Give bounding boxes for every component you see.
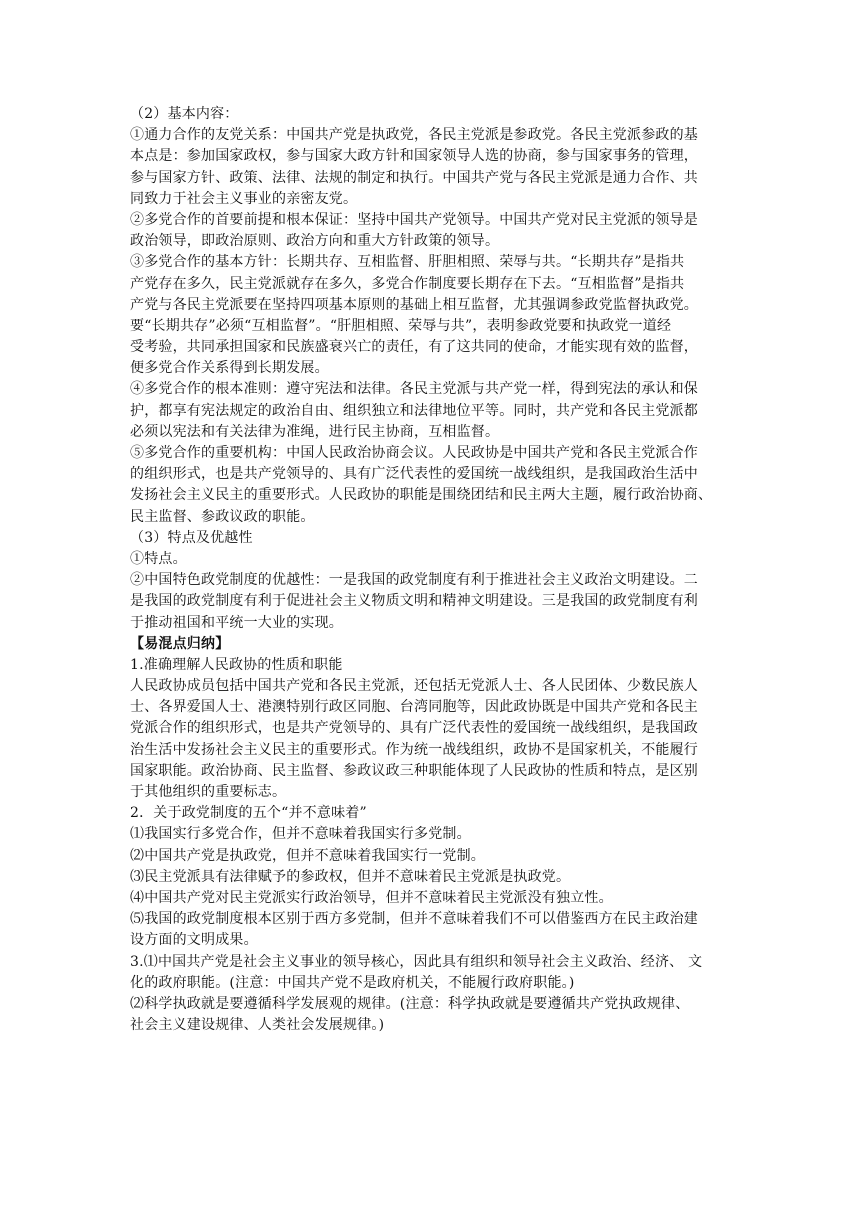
document-body xyxy=(130,104,730,1036)
text-line: 产党与各民主党派要在坚持四项基本原则的基础上相互监督，尤其强调参政党监督执政党。 xyxy=(130,296,698,313)
text-line: 必须以宪法和有关法律为准绳，进行民主协商，互相监督。 xyxy=(130,423,500,440)
text-line: ③多党合作的基本方针：长期共存、互相监督、肝胆相照、荣辱与共。“长期共存”是指共 xyxy=(130,254,685,271)
text-line: 便多党合作关系得到长期发展。 xyxy=(130,360,329,377)
text-line: ⑵科学执政就是要遵循科学发展观的规律。(注意：科学执政就是要遵循共产党执政规律、 xyxy=(130,995,690,1012)
text-line: 的组织形式，也是共产党领导的、具有广泛代表性的爱国统一战线组织，是我国政治生活中 xyxy=(130,466,698,483)
text-line: 政治领导，即政治原则、政治方向和重大方针政策的领导。 xyxy=(130,233,500,250)
text-line: 设方面的文明成果。 xyxy=(130,932,258,949)
text-line: 1.准确理解人民政协的性质和职能 xyxy=(130,656,343,673)
text-line: 化的政府职能。(注意：中国共产党不是政府机关，不能履行政府职能。) xyxy=(130,974,575,991)
text-line: 治生活中发扬社会主义民主的重要形式。作为统一战线组织，政协不是国家机关，不能履行 xyxy=(130,741,698,758)
text-line: ⑤多党合作的重要机构：中国人民政治协商会议。人民政协是中国共产党和各民主党派合作 xyxy=(130,445,698,461)
text-line: （3）特点及优越性 xyxy=(130,529,253,546)
text-line: 社会主义建设规律、人类社会发展规律。) xyxy=(130,1017,385,1034)
text-line: 参与国家方针、政策、法律、法规的制定和执行。中国共产党与各民主党派是通力合作、共 xyxy=(130,169,698,186)
text-line: （2）基本内容： xyxy=(130,106,239,122)
text-line: 3.⑴中国共产党是社会主义事业的领导核心，因此具有组织和领导社会主义政治、经济、 文 xyxy=(130,953,703,970)
text-line: 人民政协成员包括中国共产党和各民主党派，还包括无党派人士、各人民团体、少数民族人 xyxy=(130,678,698,695)
text-line: 同致力于社会主义事业的亲密友党。 xyxy=(130,190,358,207)
text-line: ②多党合作的首要前提和根本保证：坚持中国共产党领导。中国共产党对民主党派的领导是 xyxy=(130,211,698,228)
text-line: 国家职能。政治协商、民主监督、参政议政三种职能体现了人民政协的性质和特点，是区别 xyxy=(130,762,698,779)
text-line: ⑷中国共产党对民主党派实行政治领导，但并不意味着民主党派没有独立性。 xyxy=(130,889,613,906)
text-line: 于其他组织的重要标志。 xyxy=(130,784,287,800)
text-line: ①通力合作的友党关系：中国共产党是执政党，各民主党派是参政党。各民主党派参政的基 xyxy=(130,127,698,144)
text-line: 2．关于政党制度的五个“并不意味着” xyxy=(130,805,367,822)
text-line: ④多党合作的根本准则：遵守宪法和法律。各民主党派与共产党一样，得到宪法的承认和保 xyxy=(130,381,698,398)
text-line: 护，都享有宪法规定的政治自由、组织独立和法律地位平等。同时，共产党和各民主党派都 xyxy=(130,402,698,419)
text-line: ②中国特色政党制度的优越性：一是我国的政党制度有利于推进社会主义政治文明建设。二 xyxy=(130,572,698,589)
section-heading: 【易混点归纳】 xyxy=(130,635,230,652)
text-line: 发扬社会主义民主的重要形式。人民政协的职能是围绕团结和民主两大主题，履行政治协商、 xyxy=(130,487,713,504)
text-line: ⑴我国实行多党合作，但并不意味着我国实行多党制。 xyxy=(130,826,471,843)
text-line: 士、各界爱国人士、港澳特别行政区同胞、台湾同胞等，因此政协既是中国共产党和各民主 xyxy=(130,699,698,716)
text-line: 产党存在多久，民主党派就存在多久，多党合作制度要长期存在下去。“互相监督”是指共 xyxy=(130,275,685,292)
text-line: 受考验，共同承担国家和民族盛衰兴亡的责任，有了这共同的使命，才能实现有效的监督， xyxy=(130,339,698,356)
text-line: ①特点。 xyxy=(130,550,187,567)
text-line: 于推动祖国和平统一大业的实现。 xyxy=(130,614,343,631)
text-line: 是我国的政党制度有利于促进社会主义物质文明和精神文明建设。三是我国的政党制度有利 xyxy=(130,593,698,610)
text-line: ⑵中国共产党是执政党，但并不意味着我国实行一党制。 xyxy=(130,847,485,864)
text-line: 党派合作的组织形式，也是共产党领导的、具有广泛代表性的爱国统一战线组织，是我国政 xyxy=(130,720,698,737)
text-line: 民主监督、参政议政的职能。 xyxy=(130,508,315,525)
text-line: ⑶民主党派具有法律赋予的参政权，但并不意味着民主党派是执政党。 xyxy=(130,868,571,885)
text-line: 本点是：参加国家政权，参与国家大政方针和国家领导人选的协商，参与国家事务的管理， xyxy=(130,148,698,165)
text-line: ⑸我国的政党制度根本区别于西方多党制，但并不意味着我们不可以借鉴西方在民主政治建 xyxy=(130,911,698,928)
text-line: 要“长期共存”必须“互相监督”。“肝胆相照、荣辱与共”，表明参政党要和执政党一道经 xyxy=(130,317,672,334)
